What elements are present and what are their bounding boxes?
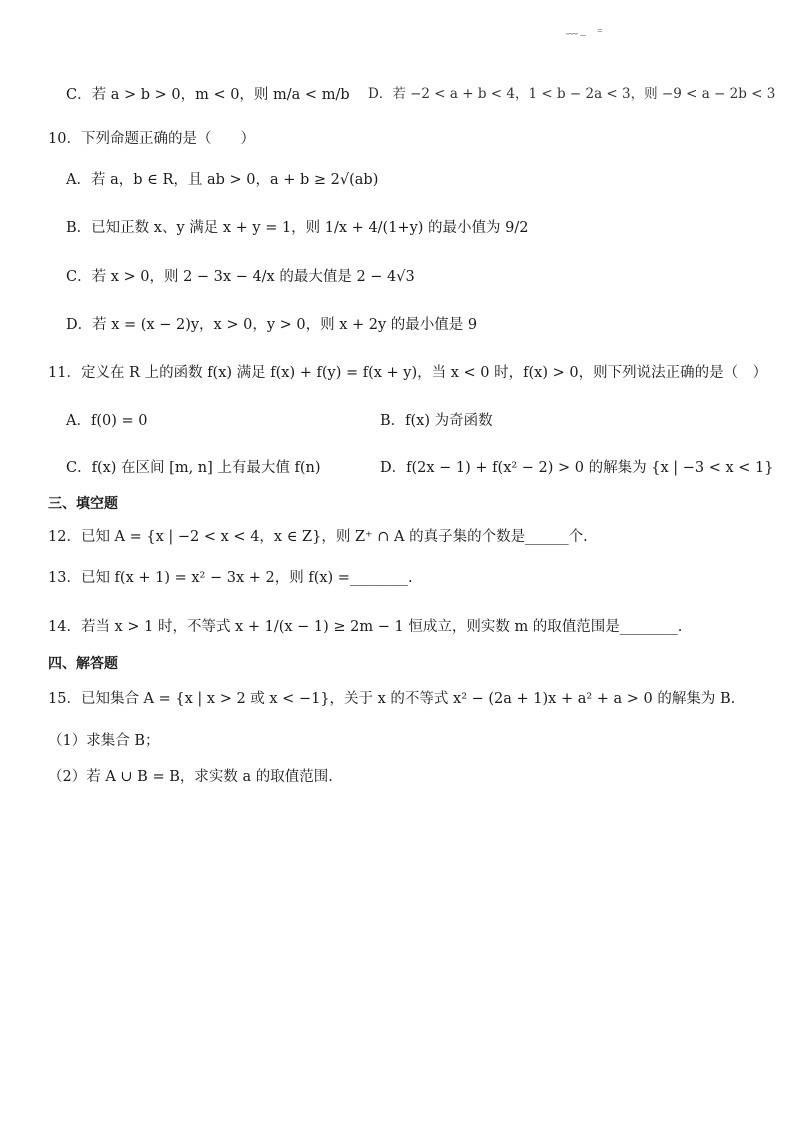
section-title-fill-in: 三、填空题 xyxy=(48,496,118,512)
q12-text: 12．已知 A = {x | −2 < x < 4，x ∈ Z}，则 Z⁺ ∩ A 的真子集的个数是______个. xyxy=(48,529,588,545)
q10-option-a: A．若 a，b ∈ R，且 ab > 0，a + b ≥ 2√(ab) xyxy=(66,172,379,188)
q11-option-c: C．f(x) 在区间 [m, n] 上有最大值 f(n) xyxy=(66,460,321,476)
section-title-solve: 四、解答题 xyxy=(48,656,118,672)
q11-option-b: B．f(x) 为奇函数 xyxy=(380,413,493,429)
q15-part1: （1）求集合 B； xyxy=(48,733,160,749)
q10-option-c: C．若 x > 0，则 2 − 3x − 4/x 的最大值是 2 − 4√3 xyxy=(66,269,415,285)
corner-mark: ﹏_ ﹦ xyxy=(566,22,608,36)
q11-option-a: A．f(0) = 0 xyxy=(66,413,148,429)
q10-stem: 10．下列命题正确的是（ ） xyxy=(48,131,255,147)
q10-option-d: D．若 x = (x − 2)y，x > 0，y > 0，则 x + 2y 的最小值是 9 xyxy=(66,317,478,333)
q14-text: 14．若当 x > 1 时，不等式 x + 1/(x − 1) ≥ 2m − 1 恒成立，则实数 m 的取值范围是________. xyxy=(48,619,683,635)
q10-option-b: B．已知正数 x、y 满足 x + y = 1，则 1/x + 4/(1+y) 的最小值为 9/2 xyxy=(66,220,529,236)
q9-option-c: C．若 a > b > 0，m < 0，则 m/a < m/b xyxy=(66,87,350,103)
q9-option-d: D．若 −2 < a + b < 4，1 < b − 2a < 3，则 −9 < a − 2b < 3 xyxy=(368,86,776,102)
q15-part2: （2）若 A ∪ B = B，求实数 a 的取值范围. xyxy=(48,769,333,785)
q11-option-d: D．f(2x − 1) + f(x² − 2) > 0 的解集为 {x | −3 < x < 1} xyxy=(380,460,774,476)
q11-stem: 11．定义在 R 上的函数 f(x) 满足 f(x) + f(y) = f(x + y)，当 x < 0 时，f(x) > 0，则下列说法正确的是（ ） xyxy=(48,365,768,381)
q13-text: 13．已知 f(x + 1) = x² − 3x + 2，则 f(x) =________. xyxy=(48,570,413,586)
q15-stem: 15．已知集合 A = {x | x > 2 或 x < −1}，关于 x 的不等式 x² − (2a + 1)x + a² + a > 0 的解集为 B. xyxy=(48,691,736,707)
